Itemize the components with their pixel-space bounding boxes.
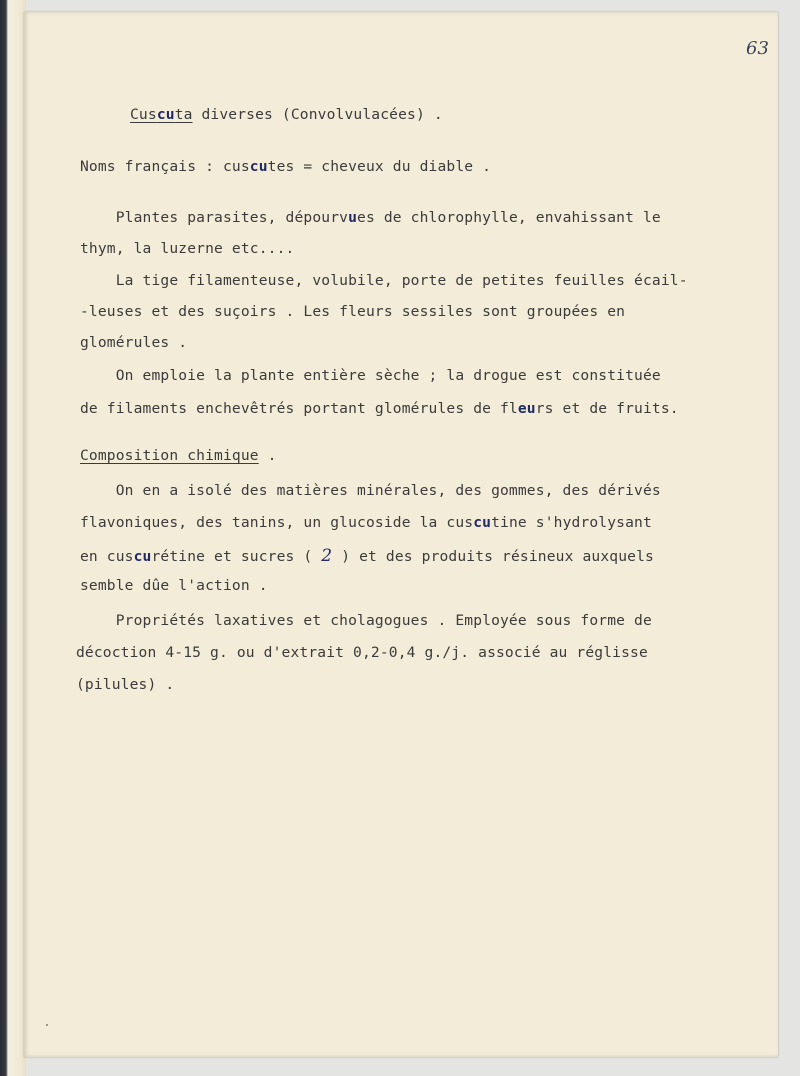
paper-speck — [46, 1024, 48, 1026]
title-genus: Cuscuta — [130, 106, 193, 123]
french-names-line: Noms français : cuscutes = cheveux du diable . — [80, 158, 492, 175]
page-number: 63 — [746, 38, 769, 59]
paragraph-line: de filaments enchevêtrés portant glomérules de fleurs et de fruits. — [80, 400, 679, 417]
paragraph-line: thym, la luzerne etc.... — [80, 240, 295, 257]
handwritten-correction: u — [348, 209, 358, 226]
paragraph-line: glomérules . — [80, 334, 188, 351]
paragraph-line: On emploie la plante entière sèche ; la drogue est constituée — [80, 367, 661, 384]
paragraph-line: en cuscurétine et sucres ( 2 ) et des produits résineux auxquels — [80, 546, 654, 566]
title-rest: diverses (Convolvulacées) . — [192, 106, 443, 123]
handwritten-correction: eu — [517, 400, 536, 417]
handwritten-footnote-mark: 2 — [321, 546, 333, 566]
paragraph-line: flavoniques, des tanins, un glucoside la cuscutine s'hydrolysant — [80, 514, 652, 531]
binding-edge — [0, 0, 26, 1076]
paragraph-line: Plantes parasites, dépourvues de chlorophylle, envahissant le — [80, 209, 661, 226]
paragraph-line: On en a isolé des matières minérales, des gommes, des dérivés — [80, 482, 661, 499]
handwritten-correction: cu — [249, 158, 268, 175]
paragraph-line: (pilules) . — [76, 676, 175, 693]
section-heading: Composition chimique . — [80, 447, 277, 464]
paragraph-line: semble dûe l'action . — [80, 577, 268, 594]
handwritten-correction: cu — [156, 106, 175, 123]
paragraph-line: La tige filamenteuse, volubile, porte de petites feuilles écail- — [80, 272, 688, 289]
handwritten-correction: cu — [473, 514, 492, 531]
document-title — [130, 106, 443, 123]
paragraph-line: -leuses et des suçoirs . Les fleurs sessiles sont groupées en — [80, 303, 626, 320]
paragraph-line: décoction 4-15 g. ou d'extrait 0,2-0,4 g./j. associé au réglisse — [76, 644, 648, 661]
paragraph-line: Propriétés laxatives et cholagogues . Employée sous forme de — [80, 612, 652, 629]
handwritten-correction: cu — [133, 548, 152, 565]
typewritten-page — [24, 12, 778, 1057]
